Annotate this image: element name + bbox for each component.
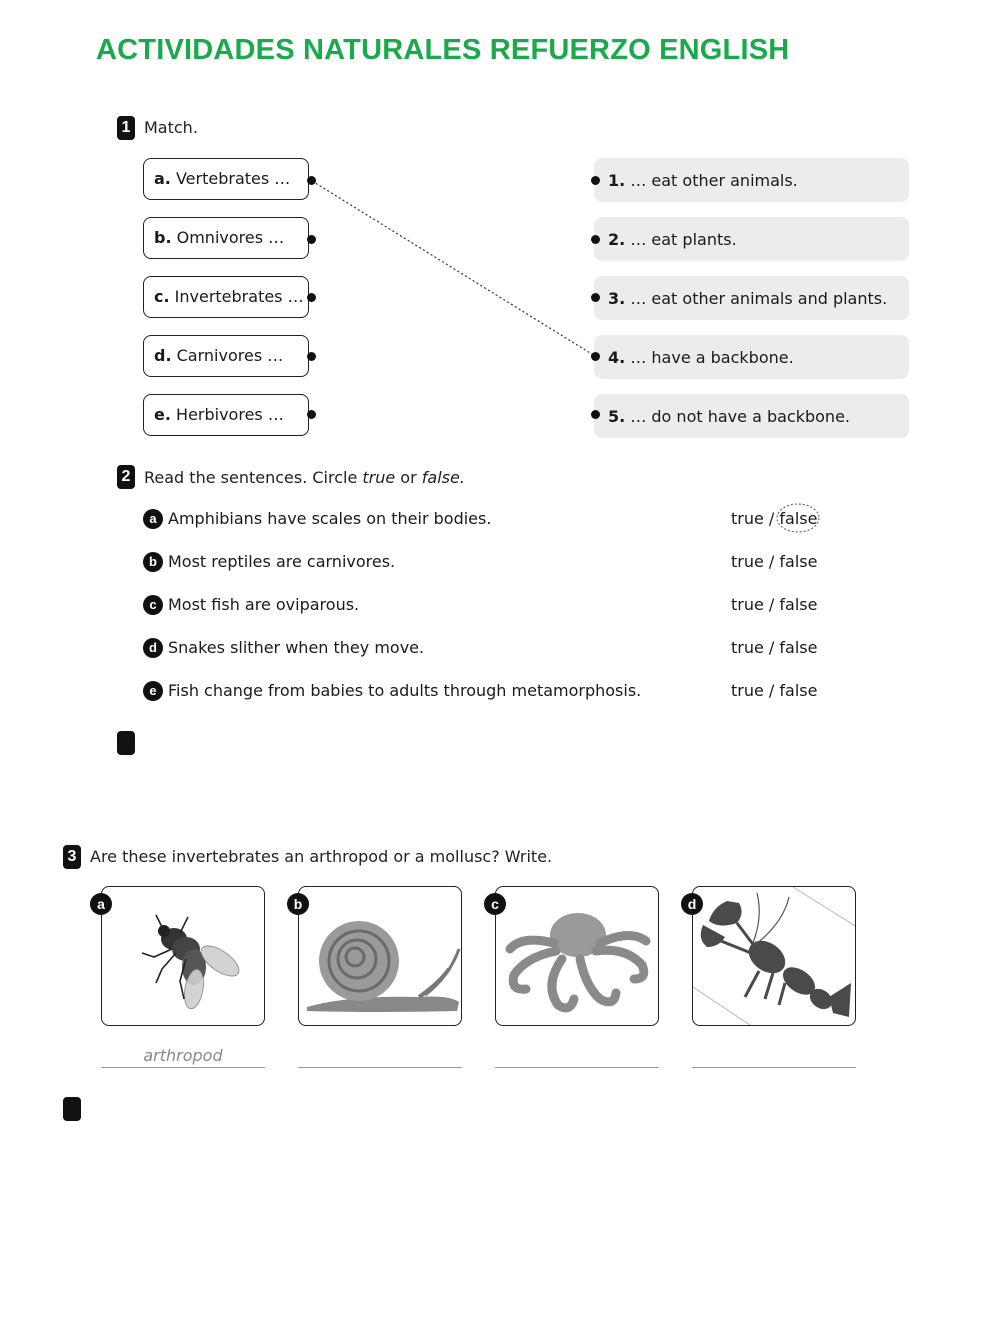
true-false-e[interactable]: true / false <box>731 681 818 700</box>
tf-true-option[interactable]: true <box>731 509 764 528</box>
section-2-instruction <box>144 468 465 487</box>
instruction-true: true <box>362 468 396 487</box>
match-dot-left-c[interactable] <box>307 293 316 302</box>
match-left-item-c[interactable] <box>143 276 309 318</box>
picture-letter: c <box>484 893 506 915</box>
match-left-text: Herbivores … <box>176 405 284 424</box>
match-right-item-5[interactable] <box>594 394 909 438</box>
match-right-number: 5. <box>608 407 626 426</box>
answer-line-c[interactable] <box>495 1067 659 1068</box>
true-false-c[interactable]: true / false <box>731 595 818 614</box>
tf-separator: / <box>763 509 780 528</box>
match-left-item-b[interactable] <box>143 217 309 259</box>
match-left-letter: e. <box>154 405 171 424</box>
fly-icon <box>102 887 265 1026</box>
match-left-text: Invertebrates … <box>174 287 304 306</box>
statement-text: Most reptiles are carnivores. <box>168 552 396 571</box>
section-1-instruction: Match. <box>144 118 198 137</box>
answer-line-d[interactable] <box>692 1067 856 1068</box>
statement-text: Snakes slither when they move. <box>168 638 425 657</box>
statement-e <box>143 678 641 704</box>
match-right-item-4[interactable] <box>594 335 909 379</box>
statement-letter: c <box>143 595 163 615</box>
section-3-badge: 3 <box>63 845 81 869</box>
instruction-false: false. <box>421 468 465 487</box>
match-left-item-e[interactable] <box>143 394 309 436</box>
match-dot-right-3[interactable] <box>591 293 600 302</box>
match-left-text: Vertebrates … <box>175 169 291 188</box>
statement-text: Fish change from babies to adults through metamorphosis. <box>168 681 642 700</box>
picture-box-a <box>101 886 265 1026</box>
match-right-number: 2. <box>608 230 626 249</box>
statement-letter: a <box>143 509 163 529</box>
instruction-text: Read the sentences. Circle <box>144 468 363 487</box>
match-dot-left-d[interactable] <box>307 352 316 361</box>
match-right-text: … eat plants. <box>630 230 737 249</box>
match-left-letter: a. <box>154 169 171 188</box>
empty-badge <box>63 1097 81 1121</box>
octopus-icon <box>496 887 659 1026</box>
true-false-d[interactable]: true / false <box>731 638 818 657</box>
section-1-badge: 1 <box>117 116 135 140</box>
match-left-letter: b. <box>154 228 172 247</box>
match-right-text: … do not have a backbone. <box>630 407 850 426</box>
picture-box-d <box>692 886 856 1026</box>
answer-text-a[interactable]: arthropod <box>143 1046 223 1065</box>
match-left-item-d[interactable] <box>143 335 309 377</box>
match-dot-left-b[interactable] <box>307 235 316 244</box>
crayfish-icon <box>693 887 856 1026</box>
true-false-b[interactable]: true / false <box>731 552 818 571</box>
match-dot-right-2[interactable] <box>591 235 600 244</box>
picture-box-c <box>495 886 659 1026</box>
statement-text: Amphibians have scales on their bodies. <box>168 509 492 528</box>
match-left-letter: d. <box>154 346 172 365</box>
statement-a <box>143 506 491 532</box>
picture-letter: b <box>287 893 309 915</box>
statement-b <box>143 549 395 575</box>
match-right-text: … eat other animals and plants. <box>630 289 888 308</box>
match-right-item-2[interactable] <box>594 217 909 261</box>
answer-line-a[interactable] <box>101 1067 265 1068</box>
page-title: ACTIVIDADES NATURALES REFUERZO ENGLISH <box>96 34 790 66</box>
tf-false-option[interactable]: false <box>779 509 818 528</box>
empty-badge <box>117 731 135 755</box>
match-left-text: Omnivores … <box>176 228 285 247</box>
match-left-letter: c. <box>154 287 170 306</box>
match-dot-left-e[interactable] <box>307 410 316 419</box>
match-left-text: Carnivores … <box>176 346 284 365</box>
match-right-number: 4. <box>608 348 626 367</box>
picture-letter: a <box>90 893 112 915</box>
statement-letter: b <box>143 552 163 572</box>
answer-line-b[interactable] <box>298 1067 462 1068</box>
match-dot-left-a[interactable] <box>307 176 316 185</box>
match-right-item-3[interactable] <box>594 276 909 320</box>
statement-letter: e <box>143 681 163 701</box>
section-3-instruction: Are these invertebrates an arthropod or a mollusc? Write. <box>90 847 553 866</box>
match-dot-right-4[interactable] <box>591 352 600 361</box>
instruction-or: or <box>395 468 422 487</box>
match-right-text: … have a backbone. <box>630 348 794 367</box>
match-right-item-1[interactable] <box>594 158 909 202</box>
statement-d <box>143 635 424 661</box>
match-right-number: 3. <box>608 289 626 308</box>
match-left-item-a[interactable] <box>143 158 309 200</box>
snail-icon <box>299 887 462 1026</box>
match-right-number: 1. <box>608 171 626 190</box>
statement-text: Most fish are oviparous. <box>168 595 360 614</box>
picture-letter: d <box>681 893 703 915</box>
circled-answer-mark <box>775 502 821 534</box>
match-dot-right-1[interactable] <box>591 176 600 185</box>
picture-box-b <box>298 886 462 1026</box>
statement-c <box>143 592 359 618</box>
section-2-badge: 2 <box>117 465 135 489</box>
match-right-text: … eat other animals. <box>630 171 798 190</box>
match-dot-right-5[interactable] <box>591 410 600 419</box>
statement-letter: d <box>143 638 163 658</box>
